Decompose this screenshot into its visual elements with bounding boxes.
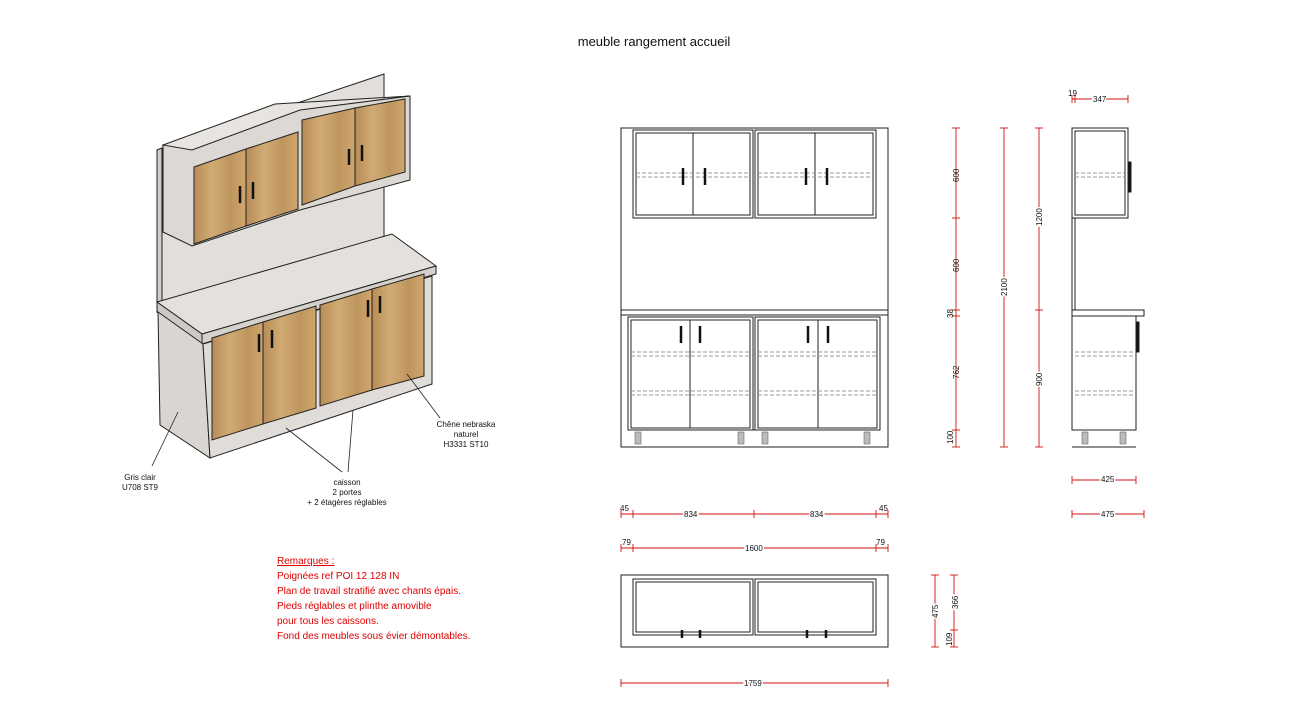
callout-chene-line-3: H3331 ST10 xyxy=(443,440,489,449)
dim-front-45-left: 45 xyxy=(620,504,629,513)
dim-plan-475: 475 xyxy=(931,604,940,618)
plan-view xyxy=(621,575,888,647)
dim-height-600-upper: 600 xyxy=(952,168,961,182)
lower-door-3 xyxy=(320,289,372,406)
lower-door-4 xyxy=(372,274,424,390)
dim-inner-79-right: 79 xyxy=(876,538,885,547)
callout-chene-line-1: Chêne nebraska xyxy=(436,420,496,429)
callout-gris-line-1: Gris clair xyxy=(124,473,156,482)
remarks-line: Fond des meubles sous évier démontables. xyxy=(277,631,471,642)
remarks-heading: Remarques : xyxy=(277,556,335,567)
remarks-block xyxy=(277,554,470,644)
remarks-line: Poignées ref POI 12 128 IN xyxy=(277,571,400,582)
dim-height-100: 100 xyxy=(946,430,955,444)
callout-caisson-line-1: caisson xyxy=(333,478,361,487)
dim-front-834-right: 834 xyxy=(810,510,824,519)
callout-caisson-line-2: 2 portes xyxy=(332,488,362,497)
dim-plan-total: 1759 xyxy=(744,679,762,688)
dim-plan-366: 366 xyxy=(951,595,960,609)
drawing-title-text: meuble rangement accueil xyxy=(577,34,731,49)
dim-height-762: 762 xyxy=(952,365,961,379)
lower-door-1 xyxy=(212,322,263,440)
dim-height-38: 38 xyxy=(946,309,955,318)
callout-chene xyxy=(428,420,504,450)
side-elevation xyxy=(1072,128,1144,447)
dim-side-19: 19 xyxy=(1068,89,1077,98)
callout-gris-line-2: U708 ST9 xyxy=(121,483,159,492)
dim-upper-height: 1200 xyxy=(1035,208,1044,226)
callout-caisson-line-3: + 2 étagères réglables xyxy=(307,498,387,507)
dim-front-834-left: 834 xyxy=(684,510,698,519)
dim-height-600-gap: 600 xyxy=(952,258,961,272)
dim-plan-109: 109 xyxy=(945,632,954,646)
callout-caisson xyxy=(296,478,398,508)
handle-icon xyxy=(682,630,826,638)
callout-chene-line-2: naturel xyxy=(453,430,479,439)
remarks-line: Pieds réglables et plinthe amovible xyxy=(277,601,432,612)
dim-front-45-right: 45 xyxy=(879,504,888,513)
isometric-view xyxy=(152,74,440,472)
remarks-line: pour tous les caissons. xyxy=(277,616,379,627)
dim-inner-79-left: 79 xyxy=(622,538,631,547)
remarks-line: Plan de travail stratifié avec chants épais. xyxy=(277,586,461,597)
lower-door-2 xyxy=(263,306,316,424)
dim-side-475: 475 xyxy=(1101,510,1115,519)
drawing-title xyxy=(0,34,1308,49)
upper-door-2 xyxy=(246,132,298,226)
dim-inner-1600: 1600 xyxy=(745,544,763,553)
front-elevation xyxy=(621,128,888,447)
dim-side-347: 347 xyxy=(1093,95,1107,104)
dimension-labels xyxy=(620,89,1115,688)
dim-lower-height: 900 xyxy=(1035,372,1044,386)
upper-door-4 xyxy=(355,99,405,186)
dim-side-425: 425 xyxy=(1101,475,1115,484)
dim-total-height: 2100 xyxy=(1000,278,1009,296)
callout-gris xyxy=(108,473,172,493)
